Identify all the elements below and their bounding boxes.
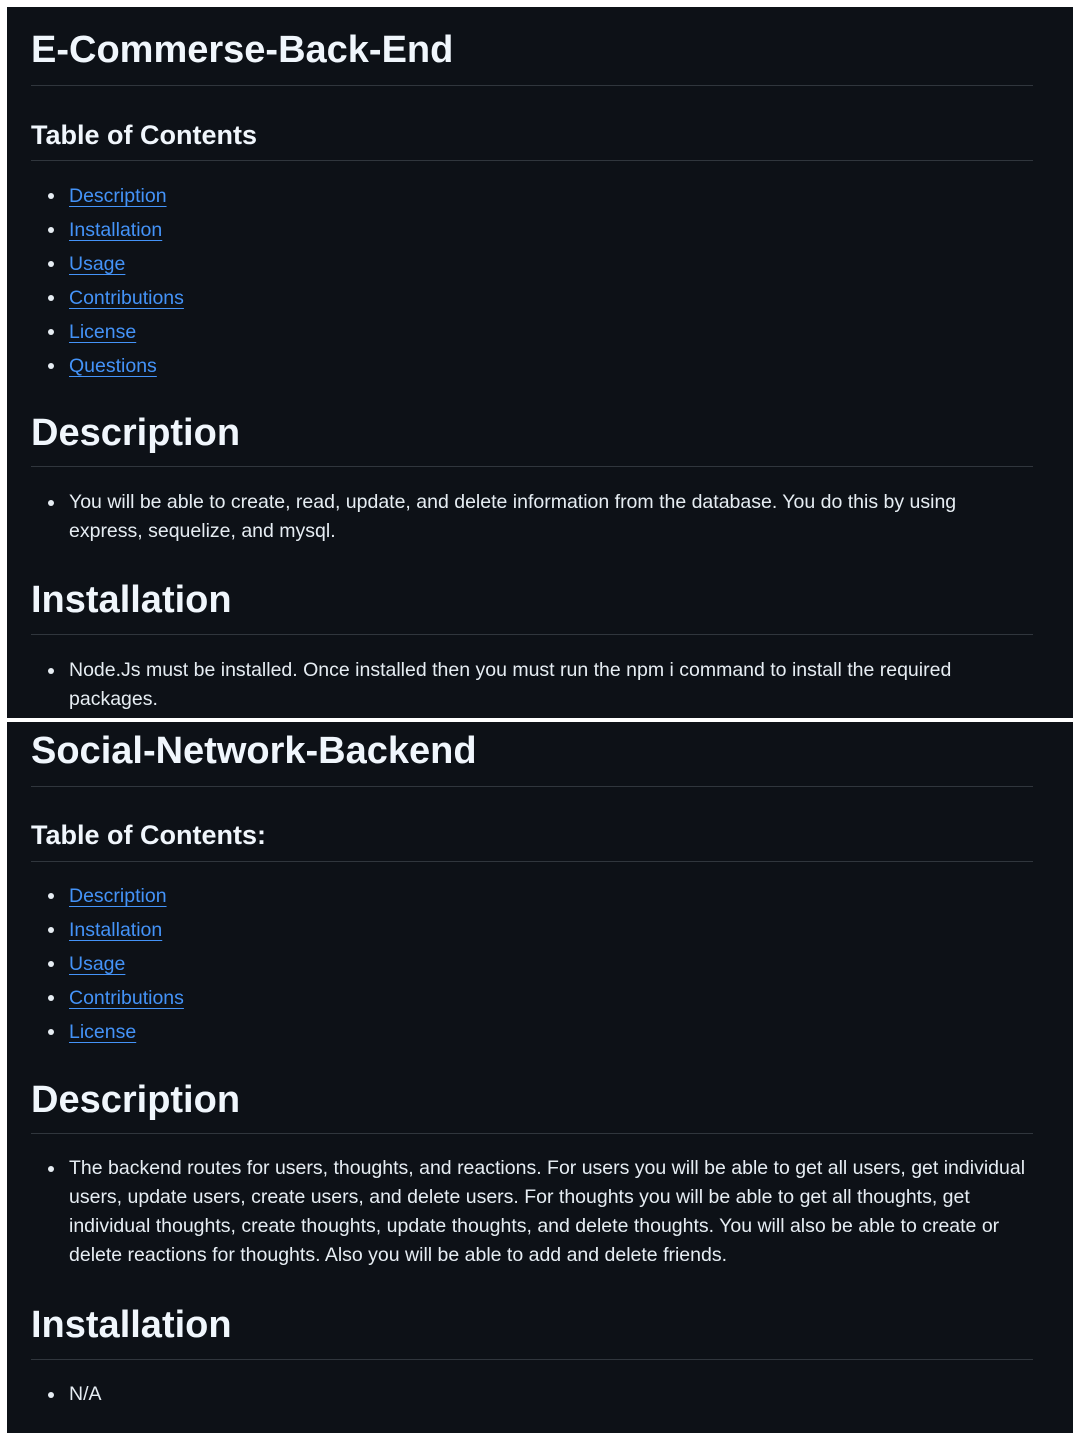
toc-link-usage[interactable]: Usage <box>69 253 126 275</box>
description-text: You will be able to create, read, update, and delete information from the database. You do this by using express, sequelize, and mysql. <box>31 488 1033 546</box>
toc-item <box>31 913 1033 947</box>
toc-item <box>31 349 1033 383</box>
toc-item <box>31 879 1033 913</box>
installation-heading: Installation <box>31 1304 232 1346</box>
installation-heading: Installation <box>31 579 232 621</box>
toc-link-license[interactable]: License <box>69 321 137 343</box>
description-divider <box>31 1133 1033 1134</box>
readme-panel-ecommerce <box>7 7 1073 718</box>
toc-item <box>31 1015 1033 1049</box>
toc-link-usage[interactable]: Usage <box>69 953 126 975</box>
installation-list <box>31 656 1033 714</box>
installation-text: Node.Js must be installed. Once installed then you must run the npm i command to install the required packages. <box>31 656 1033 714</box>
installation-list <box>31 1380 1033 1409</box>
toc-item <box>31 281 1033 315</box>
toc-link-license[interactable]: License <box>69 1021 137 1043</box>
description-list <box>31 488 1033 546</box>
toc-item <box>31 247 1033 281</box>
installation-divider <box>31 634 1033 635</box>
toc-heading: Table of Contents <box>31 120 257 150</box>
toc-item <box>31 981 1033 1015</box>
description-heading: Description <box>31 1079 241 1121</box>
toc-link-questions[interactable]: Questions <box>69 355 157 377</box>
description-list <box>31 1154 1033 1270</box>
installation-divider <box>31 1359 1033 1360</box>
readme-panel-social-network <box>7 722 1073 1433</box>
toc-item <box>31 213 1033 247</box>
toc-list <box>31 879 1033 1049</box>
description-heading: Description <box>31 412 241 454</box>
toc-link-contributions[interactable]: Contributions <box>69 287 184 309</box>
toc-link-installation[interactable]: Installation <box>69 219 163 241</box>
toc-divider <box>31 160 1033 161</box>
toc-link-installation[interactable]: Installation <box>69 919 163 941</box>
toc-link-description[interactable]: Description <box>69 185 167 207</box>
toc-link-contributions[interactable]: Contributions <box>69 987 184 1009</box>
readme-title: Social-Network-Backend <box>31 730 477 772</box>
toc-heading: Table of Contents: <box>31 820 266 850</box>
readme-title: E-Commerse-Back-End <box>31 29 454 71</box>
toc-link-description[interactable]: Description <box>69 885 167 907</box>
toc-item <box>31 179 1033 213</box>
title-divider <box>31 85 1033 86</box>
toc-item <box>31 947 1033 981</box>
title-divider <box>31 786 1033 787</box>
toc-item <box>31 315 1033 349</box>
description-text: The backend routes for users, thoughts, and reactions. For users you will be able to get all users, get individual users, update users, create users, and delete users. For thoughts you will be able to get all thoughts, get individual thoughts, create thoughts, update thoughts, and delete thoughts. You will also be able to create or delete reactions for thoughts. Also you will be able to add and delete friends. <box>31 1154 1033 1270</box>
installation-text: N/A <box>31 1380 1033 1409</box>
toc-divider <box>31 861 1033 862</box>
toc-list <box>31 179 1033 383</box>
description-divider <box>31 466 1033 467</box>
